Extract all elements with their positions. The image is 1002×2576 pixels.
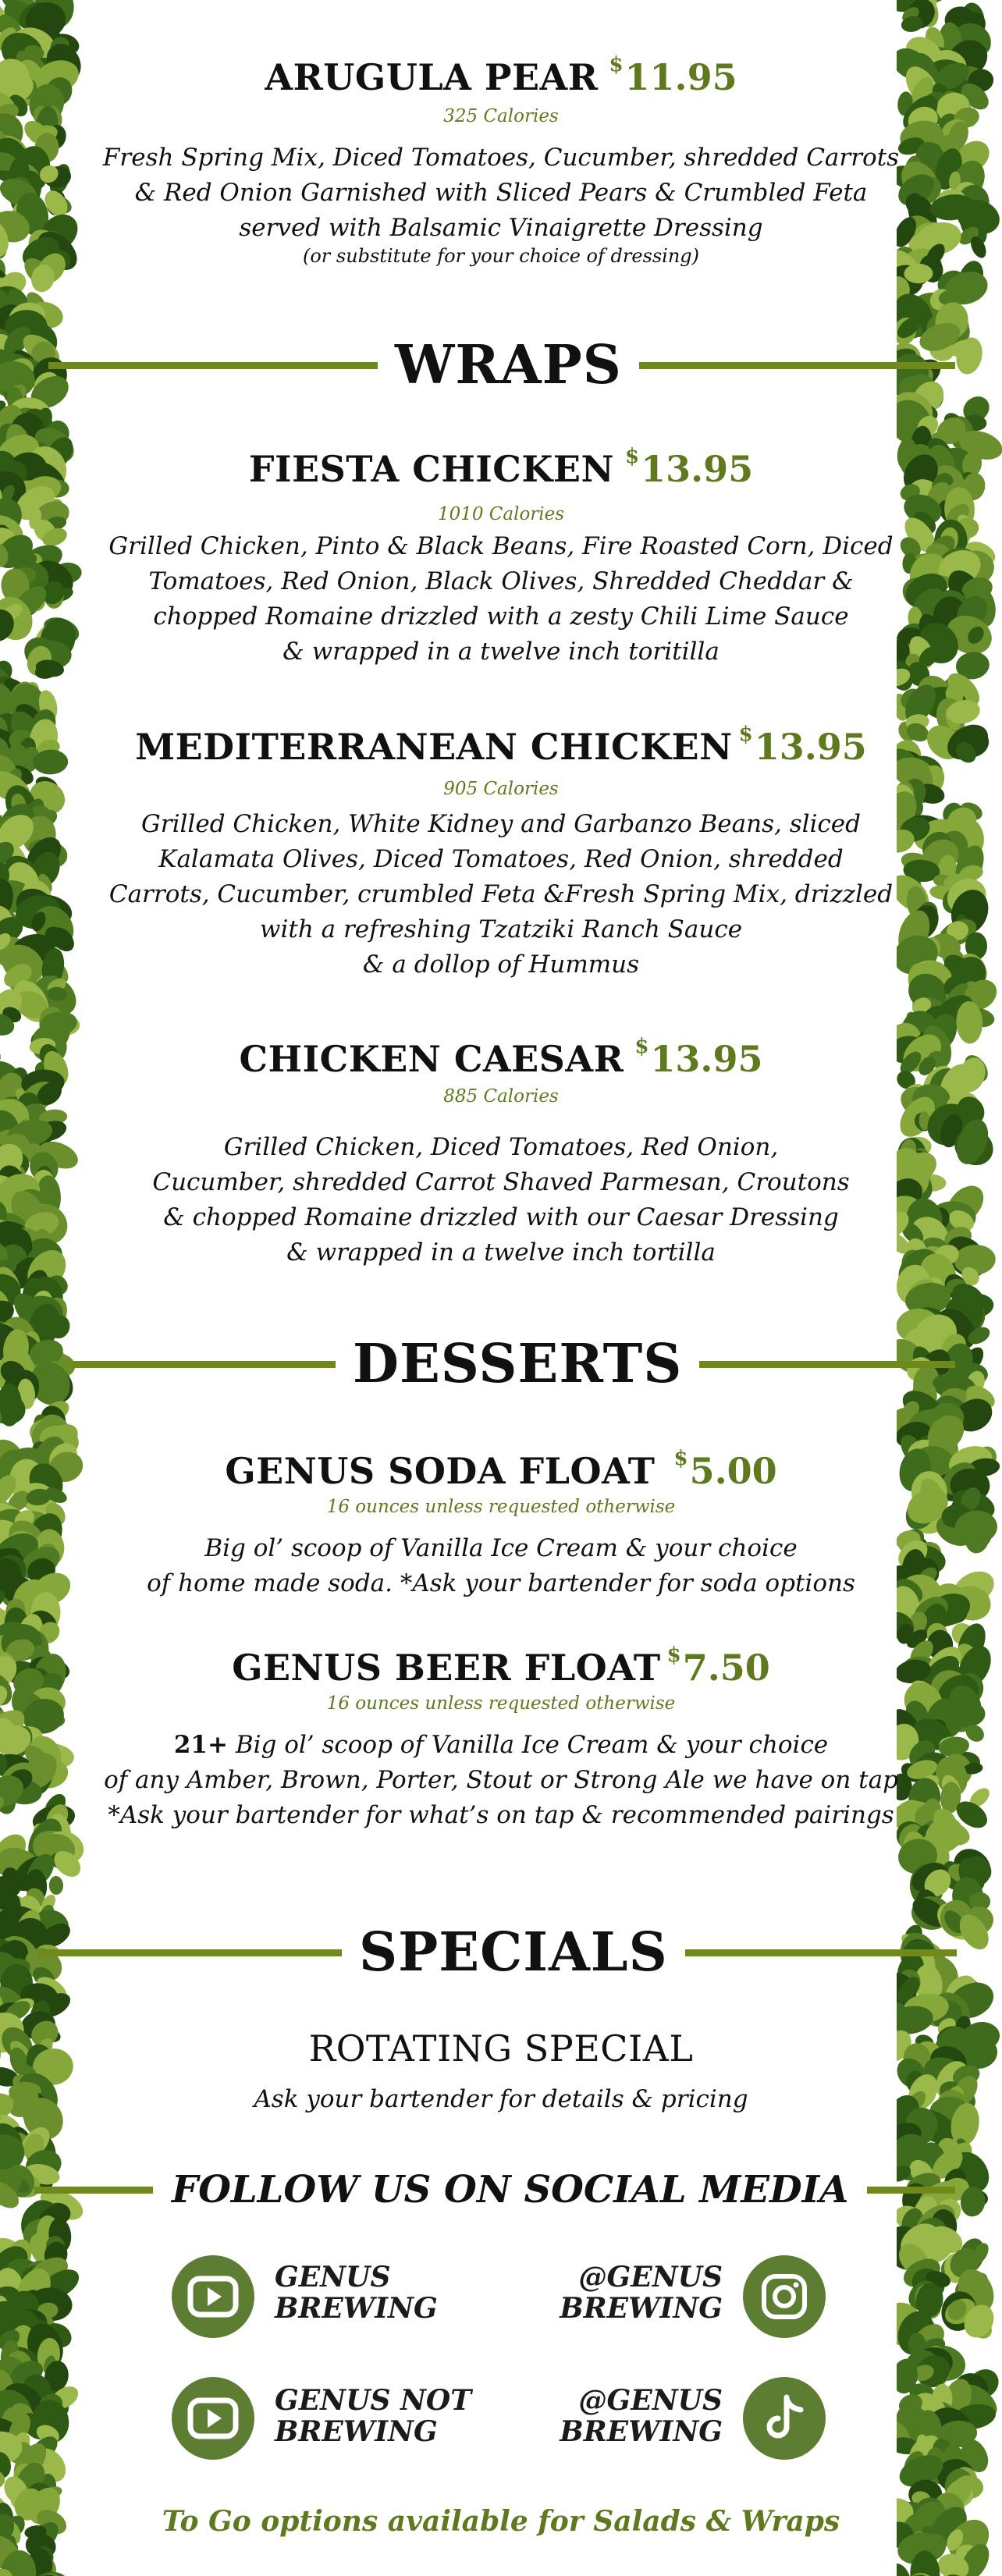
item-description: [0, 529, 1002, 670]
divider-bar: [64, 1361, 336, 1368]
age-restriction: 21+: [173, 1731, 228, 1759]
desc-line: & wrapped in a twelve inch tortilla: [286, 1238, 716, 1267]
desc-line: & a dollop of Hummus: [362, 950, 640, 979]
section-title: SPECIALS: [359, 1921, 668, 1984]
social-label-line: GENUS: [275, 2261, 391, 2294]
item-title: ROTATING SPECIAL: [308, 2027, 694, 2070]
social-heading-text: FOLLOW US ON SOCIAL MEDIA: [172, 2168, 849, 2212]
item-description: [0, 1531, 1002, 1601]
item-calories: 885 Calories: [443, 1086, 559, 1107]
item-price: [738, 723, 867, 768]
price-value: 11.95: [624, 56, 737, 98]
social-media-heading: [0, 2168, 1002, 2212]
desc-line: Fresh Spring Mix, Diced Tomatoes, Cucumber, shredded Carrots: [102, 144, 900, 172]
section-title: DESSERTS: [353, 1333, 683, 1395]
social-label-genus-brewing-instagram[interactable]: [560, 2262, 723, 2324]
social-label-genus-brewing-tiktok[interactable]: [560, 2385, 723, 2447]
divider-bar: [639, 362, 955, 369]
item-description: [0, 140, 1002, 246]
item-calories: 1010 Calories: [437, 504, 565, 524]
menu-item-mediterranean-chicken: [0, 723, 1002, 768]
social-label-line: GENUS NOT: [275, 2384, 472, 2417]
divider-bar: [37, 1949, 342, 1956]
youtube-icon[interactable]: [172, 2377, 254, 2460]
desc-line: Grilled Chicken, White Kidney and Garbanzo Beans, sliced: [141, 810, 861, 838]
currency-symbol: $: [625, 445, 640, 468]
menu-item-genus-soda-float: [0, 1447, 1002, 1492]
desc-line: Cucumber, shredded Carrot Shaved Parmesan, Croutons: [152, 1168, 850, 1196]
item-description: [0, 1130, 1002, 1270]
menu-item-chicken-caesar: [0, 1035, 1002, 1080]
desc-line: chopped Romaine drizzled with a zesty Chili Lime Sauce: [153, 602, 849, 631]
currency-symbol: $: [666, 1643, 681, 1667]
leaf-shape: [48, 1876, 63, 1896]
section-header-desserts: [0, 1333, 1002, 1395]
currency-symbol: $: [634, 1035, 649, 1058]
menu-item-genus-beer-float: [0, 1643, 1002, 1689]
desc-line: & Red Onion Garnished with Sliced Pears & Crumbled Feta: [134, 179, 868, 207]
item-price: [625, 445, 754, 490]
social-label-line: @GENUS: [578, 2261, 723, 2294]
item-title: MEDITERRANEAN CHICKEN: [135, 726, 733, 768]
social-label-line: BREWING: [560, 2415, 723, 2448]
price-value: 13.95: [754, 726, 867, 768]
desc-line: Carrots, Cucumber, crumbled Feta &Fresh Spring Mix, drizzled: [108, 880, 894, 908]
item-calories: 325 Calories: [443, 106, 559, 126]
youtube-icon[interactable]: [172, 2255, 254, 2338]
tiktok-icon[interactable]: [743, 2377, 826, 2460]
desc-line: Tomatoes, Red Onion, Black Olives, Shredded Cheddar &: [148, 567, 854, 595]
currency-symbol: $: [609, 53, 624, 76]
item-description: [0, 807, 1002, 982]
price-value: 13.95: [641, 448, 754, 490]
social-label-line: BREWING: [275, 2292, 438, 2325]
divider-bar: [699, 1361, 955, 1368]
desc-line: & wrapped in a twelve inch toritilla: [282, 638, 720, 666]
item-price: [634, 1035, 763, 1080]
desc-line: Kalamata Olives, Diced Tomatoes, Red Onion, shredded: [158, 845, 844, 873]
desc-line: of home made soda. *Ask your bartender for soda options: [147, 1569, 855, 1597]
item-description: Ask your bartender for details & pricing: [254, 2085, 748, 2113]
item-title: CHICKEN CAESAR: [239, 1038, 624, 1080]
menu-item-rotating-special: [0, 2027, 1002, 2070]
desc-line: Grilled Chicken, Pinto & Black Beans, Fire Roasted Corn, Diced: [108, 532, 894, 560]
divider-bar: [867, 2187, 955, 2194]
item-note: (or substitute for your choice of dressing): [302, 245, 700, 267]
desc-line: of any Amber, Brown, Porter, Stout or Strong Ale we have on tap: [104, 1766, 898, 1794]
divider-bar: [34, 2187, 153, 2194]
item-title: GENUS SODA FLOAT: [225, 1450, 656, 1492]
desc-line: Big ol’ scoop of Vanilla Ice Cream & your choice: [204, 1534, 798, 1562]
item-title: FIESTA CHICKEN: [248, 448, 615, 490]
item-description: [0, 1728, 1002, 1833]
price-value: 7.50: [682, 1647, 770, 1689]
section-title: WRAPS: [395, 334, 622, 396]
item-title: GENUS BEER FLOAT: [232, 1647, 661, 1689]
price-value: 5.00: [689, 1450, 777, 1492]
menu-item-arugula-pear: [0, 53, 1002, 98]
desc-line: with a refreshing Tzatziki Ranch Sauce: [259, 915, 743, 943]
currency-symbol: $: [673, 1447, 688, 1470]
menu-item-fiesta-chicken: [0, 445, 1002, 490]
desc-line: served with Balsamic Vinaigrette Dressing: [239, 214, 763, 242]
section-header-wraps: [0, 334, 1002, 396]
item-price: [673, 1447, 777, 1492]
social-label-genus-not-brewing-youtube[interactable]: [275, 2385, 471, 2447]
item-title: ARUGULA PEAR: [265, 56, 599, 98]
social-label-genus-brewing-youtube[interactable]: [275, 2262, 438, 2324]
desc-line: Grilled Chicken, Diced Tomatoes, Red Onion,: [223, 1133, 779, 1161]
section-header-specials: [0, 1921, 1002, 1984]
social-label-line: BREWING: [275, 2415, 438, 2448]
item-note: 16 ounces unless requested otherwise: [326, 1497, 676, 1517]
item-calories: 905 Calories: [443, 779, 559, 799]
item-note: 16 ounces unless requested otherwise: [326, 1693, 676, 1714]
social-label-line: @GENUS: [578, 2384, 723, 2417]
price-value: 13.95: [650, 1038, 763, 1080]
desc-line: *Ask your bartender for what’s on tap & recommended pairings: [108, 1801, 894, 1829]
desc-text: Big ol’ scoop of Vanilla Ice Cream & your choice: [227, 1731, 829, 1759]
desc-line: & chopped Romaine drizzled with our Caesar Dressing: [163, 1203, 839, 1231]
currency-symbol: $: [738, 723, 753, 746]
footer-note: To Go options available for Salads & Wraps: [162, 2505, 840, 2538]
instagram-icon[interactable]: [743, 2255, 826, 2338]
desc-line: [0, 1728, 1002, 1763]
item-price: [666, 1643, 770, 1689]
divider-bar: [48, 362, 378, 369]
divider-bar: [685, 1949, 957, 1956]
item-price: [609, 53, 737, 98]
social-label-line: BREWING: [560, 2292, 723, 2325]
